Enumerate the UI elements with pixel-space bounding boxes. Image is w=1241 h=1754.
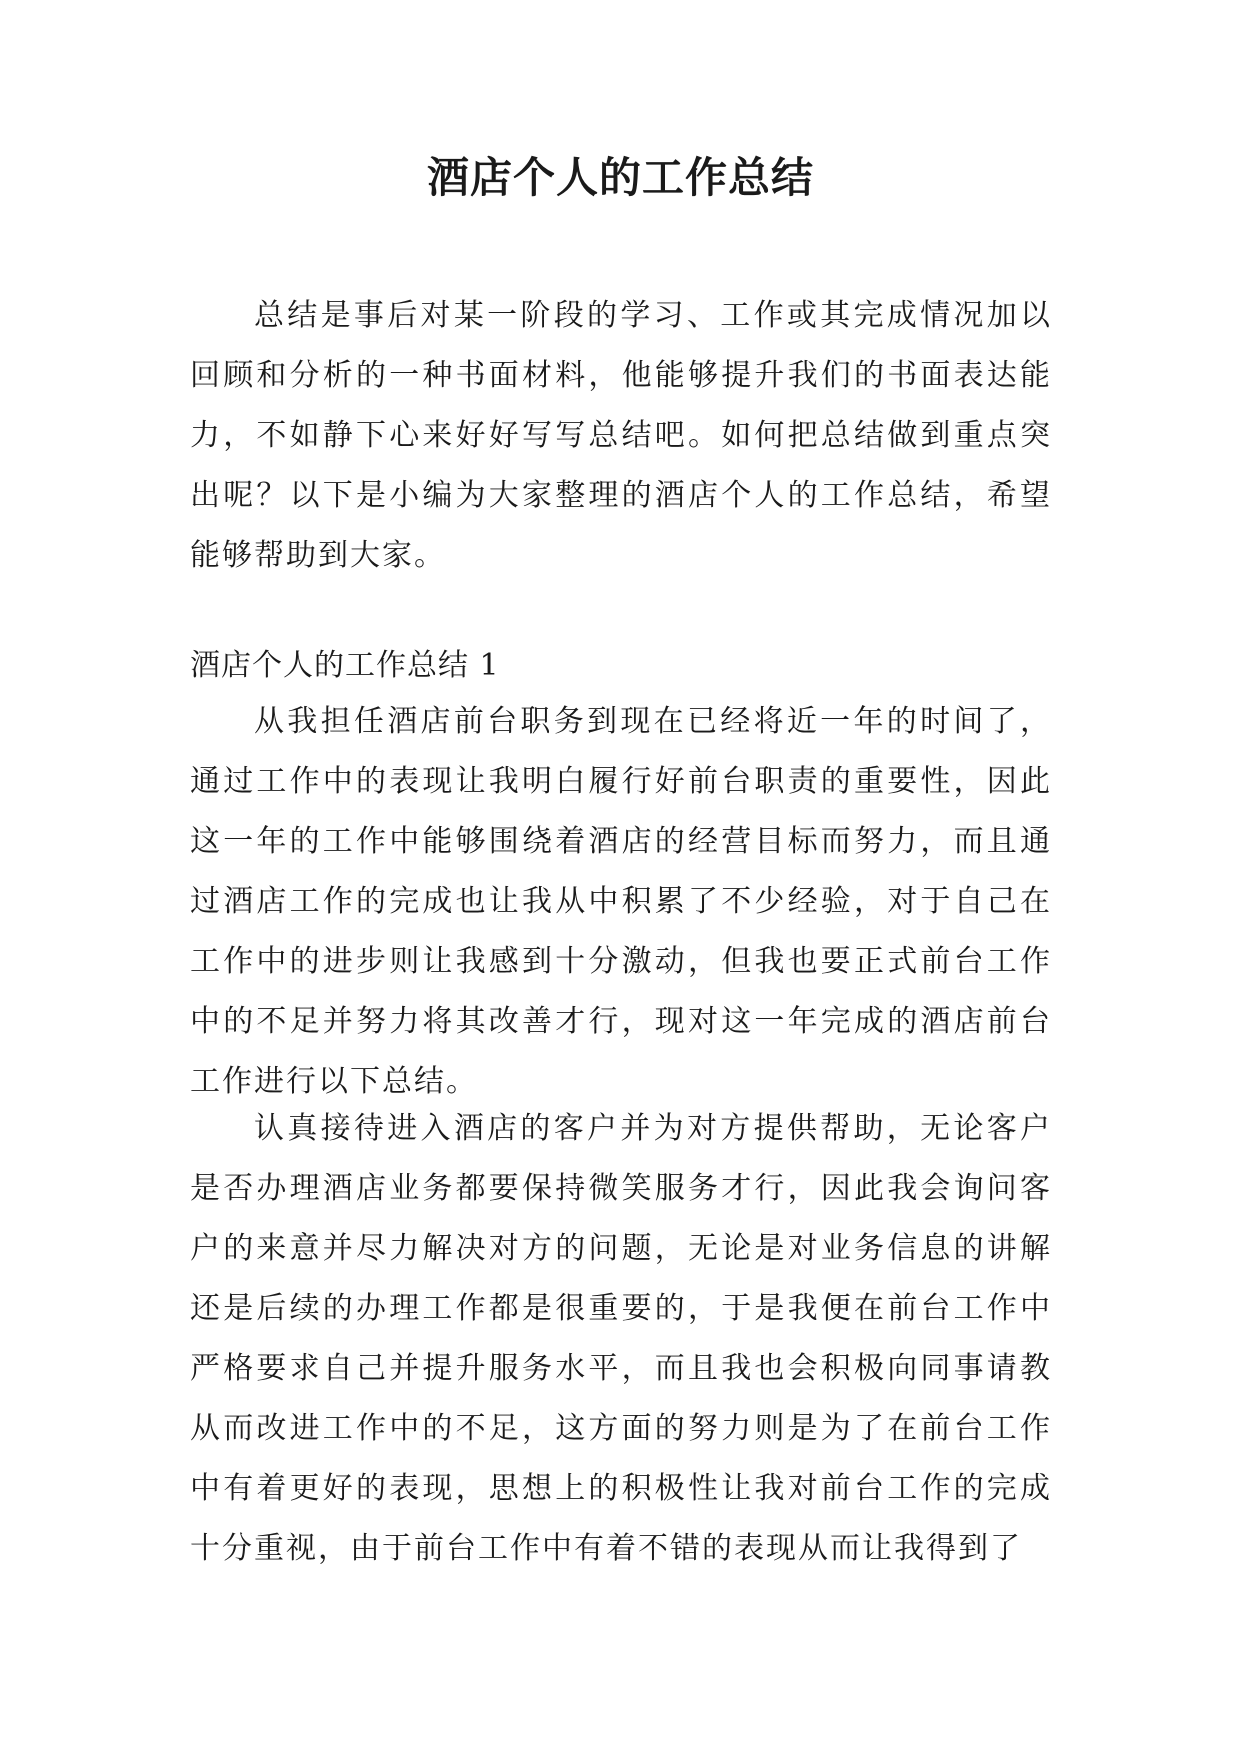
body-paragraph-1: 从我担任酒店前台职务到现在已经将近一年的时间了，通过工作中的表现让我明白履行好前台职责的重要性，因此这一年的工作中能够围绕着酒店的经营目标而努力，而且通过酒店工作的完成也让我从中积累了不少经验，对于自己在工作中的进步则让我感到十分激动，但我也要正式前台工作中的不足并努力将其改善才行，现对这一年完成的酒店前台工作进行以下总结。 bbox=[190, 704, 1052, 1099]
document-title: 酒店个人的工作总结 bbox=[426, 153, 814, 202]
intro-paragraph: 总结是事后对某一阶段的学习、工作或其完成情况加以回顾和分析的一种书面材料，他能够提升我们的书面表达能力，不如静下心来好好写写总结吧。如何把总结做到重点突出呢？以下是小编为大家整理的酒店个人的工作总结，希望能够帮助到大家。 bbox=[190, 298, 1052, 573]
section-heading: 酒店个人的工作总结 1 bbox=[190, 648, 500, 683]
body-paragraph-2: 认真接待进入酒店的客户并为对方提供帮助，无论客户是否办理酒店业务都要保持微笑服务才行，因此我会询问客户的来意并尽力解决对方的问题，无论是对业务信息的讲解还是后续的办理工作都是很重要的，于是我便在前台工作中严格要求自己并提升服务水平，而且我也会积极向同事请教从而改进工作中的不足，这方面的努力则是为了在前台工作中有着更好的表现，思想上的积极性让我对前台工作的完成十分重视，由于前台工作中有着不错的表现从而让我得到了 bbox=[190, 1111, 1052, 1566]
